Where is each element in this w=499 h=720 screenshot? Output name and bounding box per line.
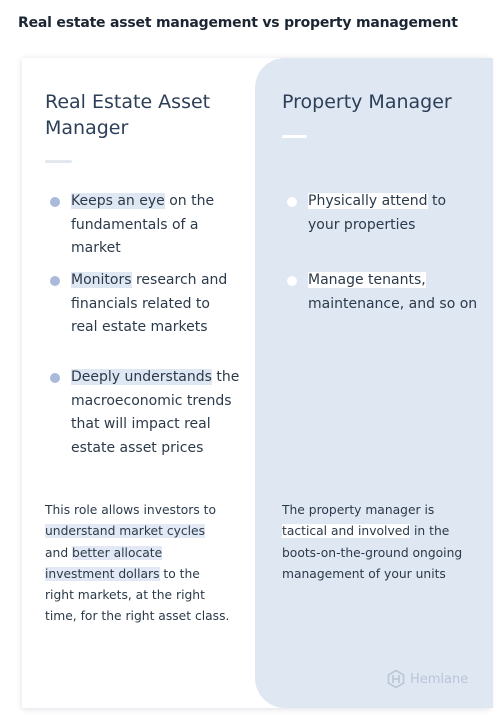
- bullet-text: real estate markets: [71, 319, 208, 335]
- hemlane-logo: [386, 668, 468, 690]
- bullet-dot-icon: [50, 197, 60, 207]
- left-bullet-3: [71, 366, 239, 460]
- left-bullet-1: [71, 190, 214, 261]
- bullet-text: to: [427, 193, 447, 209]
- property-manager-panel: [255, 58, 493, 708]
- asset-manager-summary: [45, 500, 229, 628]
- bullet-highlight: Keeps an eye: [71, 193, 165, 209]
- bullet-text: fundamentals of a: [71, 216, 199, 233]
- bullet-text: that will impact real: [71, 416, 211, 432]
- bullet-highlight: Physically attend: [308, 193, 428, 209]
- bullet-highlight: Manage tenants,: [308, 272, 426, 288]
- summary-highlight: investment dollars: [45, 566, 160, 581]
- asset-manager-title-line1: Real Estate Asset: [45, 91, 211, 113]
- summary-highlight: understand market cycles: [45, 524, 206, 539]
- bullet-text: the: [211, 369, 240, 385]
- right-bullet-1: [308, 190, 446, 237]
- summary-text: This role allows investors to: [45, 503, 217, 517]
- bullet-text: on the: [164, 193, 215, 209]
- bullet-dot-icon: [287, 276, 297, 286]
- bullet-text: market: [71, 240, 121, 256]
- asset-manager-title-line2: Manager: [45, 117, 129, 139]
- bullet-text: financials related to: [71, 295, 210, 312]
- hemlane-logo-icon: [386, 669, 406, 689]
- bullet-text: research and: [131, 272, 228, 288]
- bullet-dot-icon: [50, 276, 60, 286]
- summary-highlight: better allocate: [72, 545, 163, 560]
- hemlane-logo-text: Hemlane: [410, 671, 469, 687]
- bullet-text: maintenance, and so on: [308, 295, 478, 312]
- asset-manager-title: [45, 89, 245, 141]
- summary-text: right markets, at the right: [45, 588, 205, 603]
- summary-text: in the: [410, 524, 450, 539]
- bullet-highlight: Monitors: [71, 272, 132, 288]
- bullet-highlight: Deeply understands: [71, 369, 212, 385]
- property-manager-summary: [282, 500, 462, 585]
- left-bullet-2: [71, 269, 227, 340]
- summary-text: boots-on-the-ground ongoing: [282, 545, 463, 560]
- summary-highlight: tactical and involved: [282, 524, 411, 539]
- bullet-dot-icon: [50, 373, 60, 383]
- right-divider: [282, 135, 307, 138]
- bullet-text: macroeconomic trends: [71, 392, 232, 409]
- summary-text: and: [45, 545, 73, 560]
- summary-text: The property manager is: [282, 503, 435, 517]
- summary-text: management of your units: [282, 566, 446, 581]
- summary-text: to the: [159, 566, 200, 581]
- page-title: Real estate asset management vs property management: [18, 15, 458, 31]
- left-divider: [45, 160, 72, 163]
- bullet-text: your properties: [308, 216, 416, 233]
- property-manager-title: Property Manager: [282, 91, 452, 113]
- right-bullet-2: [308, 269, 477, 316]
- bullet-text: estate asset prices: [71, 439, 204, 456]
- bullet-dot-icon: [287, 197, 297, 207]
- summary-text: time, for the right asset class.: [45, 609, 230, 624]
